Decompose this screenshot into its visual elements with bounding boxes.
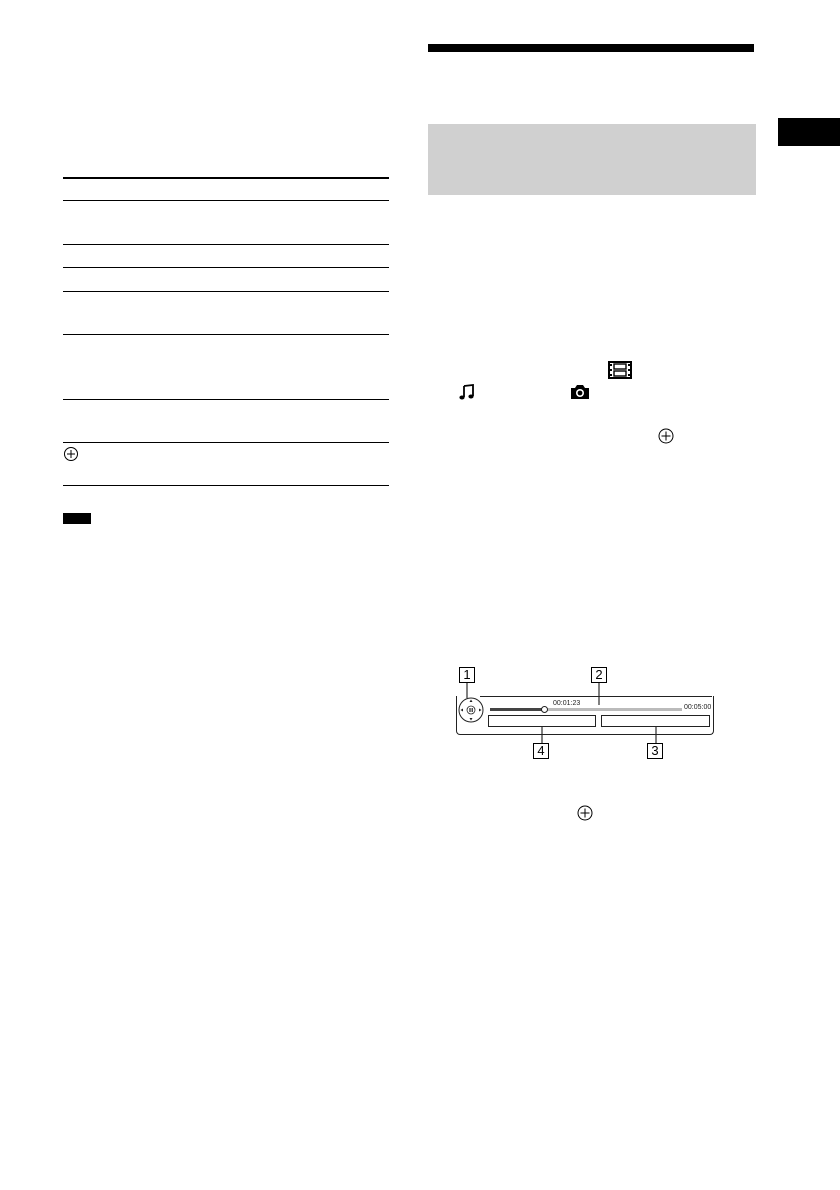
progress-knob	[541, 706, 548, 713]
info-box-left	[488, 715, 596, 727]
info-box-right	[601, 715, 710, 727]
callout-4: 4	[533, 743, 549, 759]
table-row-rule	[63, 200, 389, 201]
table-row-rule	[63, 399, 389, 400]
camera-icon	[570, 383, 590, 400]
callout-3: 3	[647, 743, 663, 759]
progress-track	[490, 708, 682, 711]
progress-fill	[490, 708, 544, 711]
playback-control-ring	[457, 697, 487, 725]
section-heading-box	[428, 124, 756, 195]
table-row-rule	[63, 267, 389, 268]
heading-rule	[428, 44, 754, 52]
note-label-box	[63, 513, 91, 524]
section-tab-marker	[778, 118, 840, 146]
table-top-rule	[63, 177, 389, 179]
film-icon	[608, 361, 632, 379]
music-note-icon	[458, 383, 476, 401]
callout-1: 1	[459, 667, 475, 683]
options-icon	[576, 804, 594, 822]
callout-2: 2	[591, 667, 607, 683]
table-bottom-rule	[63, 485, 389, 486]
table-row-rule	[63, 291, 389, 292]
table-row-rule	[63, 442, 389, 443]
table-row-rule	[63, 244, 389, 245]
table-row-rule	[63, 334, 389, 335]
total-time: 00:05:00	[684, 704, 712, 711]
options-icon	[657, 427, 675, 445]
options-icon	[63, 446, 79, 462]
elapsed-time: 00:01:23	[553, 700, 581, 707]
